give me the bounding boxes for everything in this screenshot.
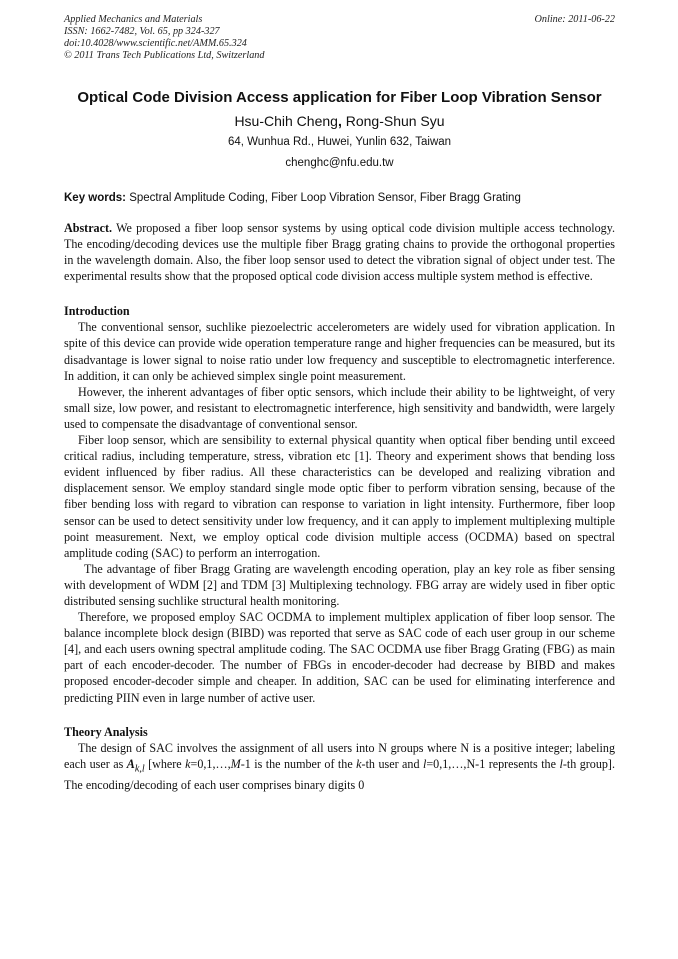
section-heading-introduction: Introduction [64, 304, 130, 319]
paragraph: The conventional sensor, suchlike piezoelectric accelerometers are widely used for vibration application. In spite of this device can provide wide operation temperature range and higher frequencies can be measured, but its disadvantage is lower signal to noise ratio under low frequency and susceptible to electromagnetic interference. In addition, it can only be achieved simplex single point measurement. [64, 320, 615, 383]
paragraph: Fiber loop sensor, which are sensibility to external physical quantity when optical fiber bending until exceed critical radius, including temperature, stress, vibration etc [1]. Theory and experiment shows that bending loss evident influenced by fiber radius. All these characteristics can be developed and realizing vibration and displacement sensor. We employ standard single mode optic fiber to perform vibration sensing, because of the fiber bending loss with regard to vibration can response to variation in light intensity. Furthermore, fiber loop sensor can be used to detect sensitivity under low frequency, and it can apply to implement multiplexing multiple point measurement. Next, we employ optical code division multiple access (OCDMA) based on spectral amplitude coding (SAC) to perform an interrogation. [64, 433, 615, 560]
author-separator: , [337, 113, 342, 129]
paragraph: Therefore, we proposed employ SAC OCDMA to implement multiplex application of fiber loop sensor. The balance incomplete block design (BIBD) was reported that serve as SAC code of each user group in our scheme [4], and each users owning spectral amplitude coding. The SAC OCDMA use fiber Bragg Grating (FBG) as main part of each encoder-decoder. The number of FBGs in encoder-decoder had decrease by BIBD and makes proposed encoder-decoder simple and cheaper. In addition, SAC can be used for eliminating interference and predicting PIIN even in large number of active user. [64, 610, 615, 705]
keywords [64, 191, 615, 205]
text-run: =0,1,…, [190, 756, 231, 771]
text-run: -th user and [361, 756, 423, 771]
math-symbol: l [422, 756, 427, 771]
issn-line: ISSN: 1662-7482, Vol. 65, pp 324-327 [64, 26, 220, 37]
abstract-label: Abstract. [64, 221, 113, 235]
keywords-text: Spectral Amplitude Coding, Fiber Loop Vibration Sensor, Fiber Bragg Grating [129, 192, 521, 204]
keywords-label: Key words: [64, 192, 126, 204]
text-run: =0,1,…,N-1 represents the [426, 756, 560, 771]
paper-title: Optical Code Division Access application for Fiber Loop Vibration Sensor [77, 89, 602, 106]
online-date: Online: 2011-06-22 [534, 14, 615, 25]
text-run: The design of SAC involves the assignment of all users into N groups where N is a positive integer; labeling each user as [64, 740, 615, 771]
paragraph [64, 740, 615, 794]
paragraph: The advantage of fiber Bragg Grating are wavelength encoding operation, play an key role as fiber sensing with development of WDM [2] and TDM [3] Multiplexing technology. FBG array are widely used in fiber optic distributed sensing suchlike structural health monitoring. [64, 561, 615, 608]
author-email: chenghc@nfu.edu.tw [285, 157, 394, 169]
math-symbol: l [559, 756, 563, 771]
abstract-text: We proposed a fiber loop sensor systems by using optical code division multiple access technology. The encoding/decoding devices use the multiple fiber Bragg grating chains to provide the orthogonal properties in the wavelength domain. Also, the fiber loop sensor used to detect the vibration signal of object under test. The experimental results show that the proposed optical code division access multiple system method is effective. [64, 221, 615, 284]
text-run: -th group]. The encoding/decoding of each user comprises binary digits 0 [64, 756, 615, 793]
section-heading-theory: Theory Analysis [64, 724, 148, 739]
math-symbol: k [185, 756, 191, 771]
affiliation: 64, Wunhua Rd., Huwei, Yunlin 632, Taiwan [227, 136, 452, 148]
abstract [64, 220, 615, 284]
author-name: Rong-Shun Syu [345, 113, 445, 129]
journal-name: Applied Mechanics and Materials [64, 14, 203, 25]
paragraph: However, the inherent advantages of fiber optic sensors, which include their ability to be lightweight, of very small size, low power, and resistant to electromagnetic interference, high sensitivity and bandwidth, were largely used to compensate the disadvantage of conventional sensor. [64, 384, 615, 431]
copyright-line: © 2011 Trans Tech Publications Ltd, Switzerland [64, 50, 265, 61]
math-subscript: k,l [134, 763, 145, 775]
paper-page [64, 14, 615, 793]
math-symbol: A [126, 756, 135, 771]
author-name: Hsu-Chih Cheng [234, 113, 338, 129]
doi-line: doi:10.4028/www.scientific.net/AMM.65.324 [64, 38, 247, 49]
math-symbol: k [356, 756, 362, 771]
journal-header [64, 14, 615, 62]
math-symbol: M [230, 756, 241, 771]
author-list [64, 112, 615, 130]
text-run: [where [144, 756, 186, 771]
text-run: -1 is the number of the [240, 756, 357, 771]
